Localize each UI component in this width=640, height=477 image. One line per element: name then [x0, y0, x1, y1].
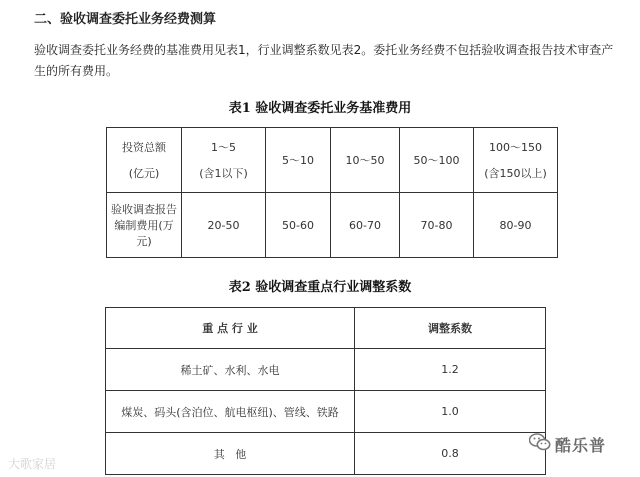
range-line1: 1～5: [211, 141, 236, 154]
fee-cell: 70-80: [400, 193, 474, 258]
fee-label: [107, 193, 182, 258]
table1-caption: 表1 验收调查委托业务基准费用: [228, 101, 412, 116]
coefficient-cell: 0.8: [355, 433, 546, 475]
industry-coefficient-table: [105, 307, 546, 475]
watermark: 大歌家居: [8, 457, 57, 471]
fee-label-line1: 验收调查报告: [111, 203, 177, 216]
fee-cell: 80-90: [474, 193, 558, 258]
fee-label-line2: 编制费用(万: [114, 219, 174, 232]
fee-label-line3: 元): [136, 235, 152, 248]
industry-cell: 其 他: [106, 433, 355, 475]
range-cell: [182, 128, 266, 193]
brand-name: 酷乐普: [555, 435, 607, 455]
range-cell: [266, 128, 331, 193]
section-heading: 二、验收调查委托业务经费测算: [34, 12, 217, 27]
range-line1: 5～10: [282, 154, 314, 167]
fee-cell: 20-50: [182, 193, 266, 258]
range-line2: (含150以上): [484, 167, 547, 180]
coefficient-cell: 1.0: [355, 391, 546, 433]
range-line1: 50～100: [413, 154, 460, 167]
investment-label-line2: (亿元): [128, 167, 160, 180]
base-fee-table: [106, 127, 558, 258]
fee-cell: 60-70: [331, 193, 400, 258]
range-cell: [474, 128, 558, 193]
investment-label-line1: 投资总额: [122, 141, 166, 154]
range-line1: 100～150: [489, 141, 542, 154]
range-line2: (含1以下): [199, 167, 248, 180]
industry-cell: 稀土矿、水利、水电: [106, 349, 355, 391]
range-line1: 10～50: [345, 154, 385, 167]
coefficient-cell: 1.2: [355, 349, 546, 391]
range-cell: [331, 128, 400, 193]
industry-header: 重 点 行 业: [106, 308, 355, 349]
investment-label: [107, 128, 182, 193]
intro-paragraph: 验收调查委托业务经费的基准费用见表1，行业调整系数见表2。委托业务经费不包括验收调查报告技术审查产生的所有费用。: [34, 43, 614, 78]
wechat-icon: [529, 433, 551, 455]
industry-cell: 煤炭、码头(含泊位、航电枢纽)、管线、铁路: [106, 391, 355, 433]
fee-cell: 50-60: [266, 193, 331, 258]
table2-caption: 表2 验收调查重点行业调整系数: [228, 280, 412, 295]
coefficient-header: 调整系数: [355, 308, 546, 349]
range-cell: [400, 128, 474, 193]
brand-mark: [529, 433, 606, 455]
